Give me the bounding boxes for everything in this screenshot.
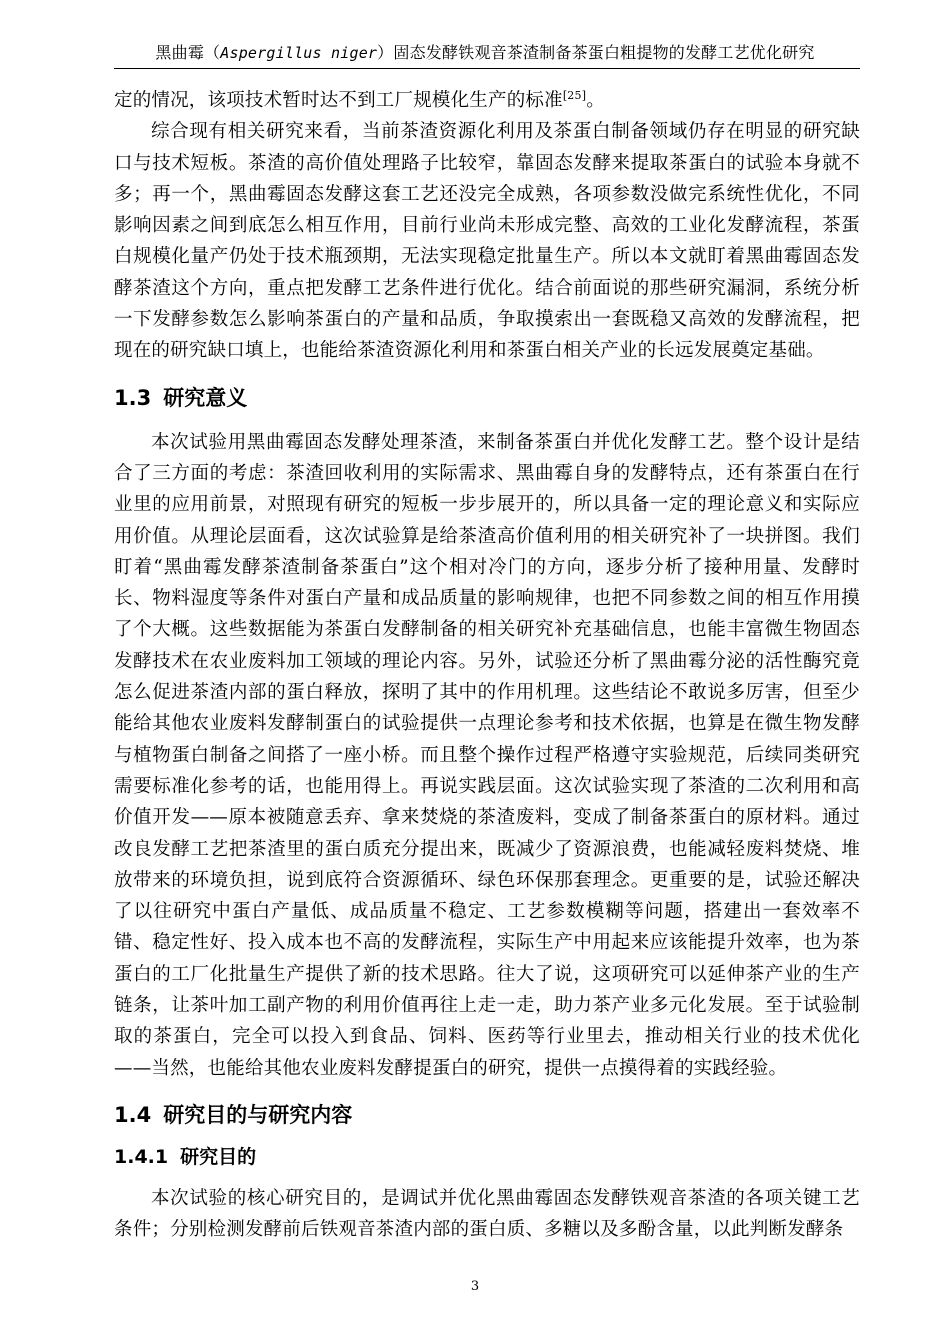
citation-ref[interactable]: [25] [562, 88, 587, 102]
body-text [114, 85, 860, 1246]
page-number: 3 [470, 1279, 480, 1294]
header-title-after: ）固态发酵铁观音茶渣制备茶蛋白粗提物的发酵工艺优化研究 [377, 43, 815, 62]
section-heading-1-3 [114, 384, 860, 412]
running-header [114, 42, 856, 64]
paragraph-research-purpose: 本次试验的核心研究目的，是调试并优化黑曲霉固态发酵铁观音茶渣的各项关键工艺条件；分别检测发酵前后铁观音茶渣内部的蛋白质、多糖以及多酚含量，以此判断发酵条 [114, 1187, 860, 1241]
subsection-heading-1-4-1 [114, 1144, 860, 1170]
paragraph-significance: 本次试验用黑曲霉固态发酵处理茶渣，来制备茶蛋白并优化发酵工艺。整个设计是结合了三方面的考虑：茶渣回收利用的实际需求、黑曲霉自身的发酵特点，还有茶蛋白在行业里的应用前景，对照现有研究的短板一步步展开的，所以具备一定的理论意义和实际应用价值。从理论层面看，这次试验算是给茶渣高价值利用的相关研究补了一块拼图。我们盯着“黑曲霉发酵茶渣制备茶蛋白”这个相对冷门的方向，逐步分析了接种用量、发酵时长、物料湿度等条件对蛋白产量和成品质量的影响规律，也把不同参数之间的相互作用摸了个大概。这些数据能为茶蛋白发酵制备的相关研究补充基础信息，也能丰富微生物固态发酵技术在农业废料加工领域的理论内容。另外，试验还分析了黑曲霉分泌的活性酶究竟怎么促进茶渣内部的蛋白释放，探明了其中的作用机理。这些结论不敢说多厉害，但至少能给其他农业废料发酵制蛋白的试验提供一点理论参考和技术依据，也算是在微生物发酵与植物蛋白制备之间搭了一座小桥。而且整个操作过程严格遵守实验规范，后续同类研究需要标准化参考的话，也能用得上。再说实践层面。这次试验实现了茶渣的二次利用和高价值开发——原本被随意丢弃、拿来焚烧的茶渣废料，变成了制备茶蛋白的原材料。通过改良发酵工艺把茶渣里的蛋白质充分提出来，既减少了资源浪费，也能减轻废料焚烧、堆放带来的环境负担，说到底符合资源循环、绿色环保那套理念。更重要的是，试验还解决了以往研究中蛋白产量低、成品质量不稳定、工艺参数模糊等问题，搭建出一套效率不错、稳定性好、投入成本也不高的发酵流程，实际生产中用起来应该能提升效率，也为茶蛋白的工厂化批量生产提供了新的技术思路。往大了说，这项研究可以延伸茶产业的生产链条，让茶叶加工副产物的利用价值再往上走一走，助力茶产业多元化发展。至于试验制取的茶蛋白，完全可以投入到食品、饲料、医药等行业里去，推动相关行业的技术优化——当然，也能给其他农业废料发酵提蛋白的研究，提供一点摸得着的实践经验。 [114, 431, 860, 1079]
subsection-title: 研究目的 [180, 1145, 257, 1168]
paragraph-end: 。 [586, 90, 605, 111]
section-number: 1.3 [114, 385, 152, 410]
paragraph-research-gap: 综合现有相关研究来看，当前茶渣资源化利用及茶蛋白制备领域仍存在明显的研究缺口与技术短板。茶渣的高价值处理路子比较窄，靠固态发酵来提取茶蛋白的试验本身就不多；再一个，黑曲霉固态发酵这套工艺还没完全成熟，各项参数没做完系统性优化，不同影响因素之间到底怎么相互作用，目前行业尚未形成完整、高效的工业化发酵流程，茶蛋白规模化量产仍处于技术瓶颈期，无法实现稳定批量生产。所以本文就盯着黑曲霉固态发酵茶渣这个方向，重点把发酵工艺条件进行优化。结合前面说的那些研究漏洞，系统分析一下发酵参数怎么影响茶蛋白的产量和品质，争取摸索出一套既稳又高效的发酵流程，把现在的研究缺口填上，也能给茶渣资源化利用和茶蛋白相关产业的长远发展奠定基础。 [114, 121, 860, 362]
header-title-latin: Aspergillus niger [220, 44, 378, 62]
section-number: 1.4 [114, 1102, 152, 1127]
paragraph-continued [114, 85, 860, 116]
subsection-number: 1.4.1 [114, 1145, 169, 1168]
paragraph-text: 定的情况，该项技术暂时达不到工厂规模化生产的标准 [114, 90, 563, 111]
section-heading-1-4 [114, 1101, 860, 1129]
header-rule [114, 68, 860, 69]
section-title: 研究意义 [163, 385, 248, 410]
section-title: 研究目的与研究内容 [163, 1102, 353, 1127]
header-title-before: 黑曲霉（ [155, 43, 221, 62]
